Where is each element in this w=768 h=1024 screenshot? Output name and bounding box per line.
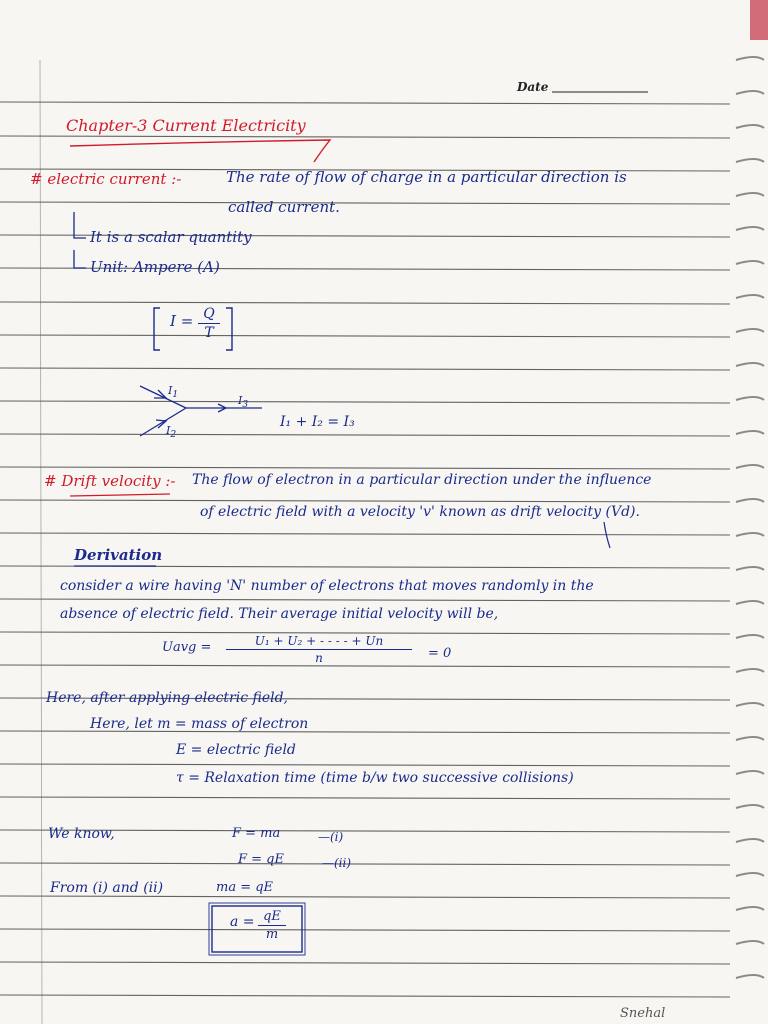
- boxed-result-fraction: [258, 909, 286, 942]
- derivation-line-3: Here, after applying electric field,: [46, 690, 289, 706]
- vavg-denominator: n: [315, 651, 323, 665]
- equation-3: ma = qE: [216, 880, 274, 895]
- boxed-result-lhs: a =: [230, 914, 255, 930]
- from-label: From (i) and (ii): [50, 880, 164, 896]
- chapter-title: Chapter-3 Current Electricity: [66, 116, 306, 135]
- unit-note: Unit: Ampere (A): [90, 258, 220, 276]
- drift-velocity-definition-2: of electric field with a velocity 'v' known as drift velocity (Vd).: [200, 504, 640, 520]
- current-formula-numerator: Q: [203, 306, 215, 322]
- electric-current-heading: # electric current :-: [30, 170, 182, 188]
- vavg-lhs: Uavg =: [162, 640, 212, 655]
- boxed-result-numerator: qE: [263, 909, 281, 924]
- drift-velocity-definition-1: The flow of electron in a particular direction under the influence: [192, 472, 652, 488]
- equation-2: F = qE: [238, 852, 284, 867]
- mass-definition: Here, let m = mass of electron: [90, 716, 309, 732]
- equation-1: F = ma: [232, 826, 281, 841]
- field-definition: E = electric field: [176, 742, 296, 758]
- scalar-quantity-note: It is a scalar quantity: [90, 228, 252, 246]
- relaxation-time-definition: τ = Relaxation time (time b/w two successive collisions): [176, 770, 574, 786]
- vavg-fraction: [226, 634, 412, 665]
- electric-current-definition-1: The rate of flow of charge in a particular direction is: [226, 168, 627, 186]
- derivation-line-2: absence of electric field. Their average initial velocity will be,: [60, 606, 499, 622]
- we-know-label: We know,: [48, 826, 115, 842]
- vavg-numerator: U₁ + U₂ + - - - - + Un: [254, 634, 384, 648]
- current-formula-lhs: I =: [170, 312, 194, 330]
- junction-label-i3: $I_3$: [238, 394, 249, 411]
- junction-label-i1: $I_1$: [168, 384, 179, 401]
- current-formula-denominator: T: [204, 325, 214, 341]
- equation-2-tag: —(ii): [322, 856, 352, 870]
- derivation-heading: Derivation: [74, 546, 163, 564]
- boxed-result-denominator: m: [265, 927, 279, 942]
- drift-velocity-heading: # Drift velocity :-: [44, 472, 176, 490]
- kcl-equation: I₁ + I₂ = I₃: [280, 414, 355, 430]
- electric-current-definition-2: called current.: [228, 198, 340, 216]
- vavg-rhs: = 0: [428, 646, 452, 661]
- derivation-line-1: consider a wire having 'N' number of electrons that moves randomly in the: [60, 578, 594, 594]
- junction-label-i2: $I_2$: [166, 424, 177, 441]
- current-formula-fraction: [198, 306, 220, 341]
- signature: Snehal: [620, 1006, 666, 1021]
- spiral-binding: [728, 0, 768, 1024]
- date-label: Date: [517, 80, 549, 94]
- equation-1-tag: —(i): [318, 830, 344, 844]
